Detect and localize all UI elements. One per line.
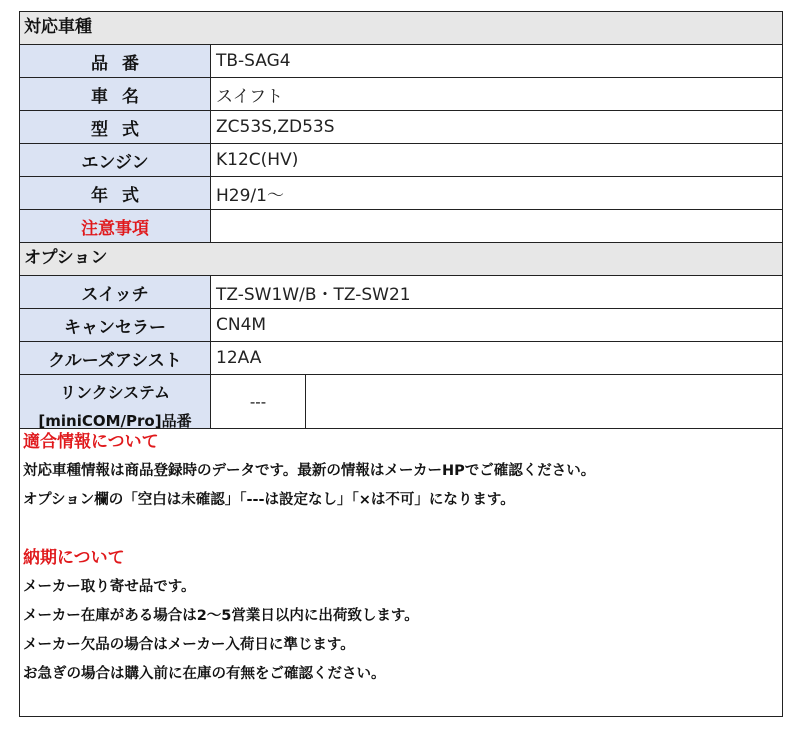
- fit-info-heading: 適合情報について: [23, 432, 159, 452]
- table-row-engine: [20, 144, 782, 177]
- note-line: メーカー在庫がある場合は2〜5営業日以内に出荷致します。: [23, 608, 419, 624]
- section-title: 対応車種: [24, 17, 92, 37]
- row-value: 12AA: [216, 348, 262, 368]
- row-label-line1: リンクシステム: [59, 383, 171, 402]
- row-label: 車名: [20, 78, 211, 110]
- row-label-caution: 注意事項: [20, 210, 211, 242]
- delivery-heading: 納期について: [23, 548, 125, 568]
- section-header-options: [20, 243, 782, 276]
- section-header-vehicle: [20, 12, 782, 45]
- row-label: スイッチ: [20, 276, 211, 308]
- note-line: 対応車種情報は商品登録時のデータです。最新の情報はメーカーHPでご確認ください。: [23, 463, 596, 479]
- row-label: エンジン: [20, 144, 211, 176]
- table-row-notes: [20, 210, 782, 243]
- row-value: H29/1〜: [216, 185, 284, 206]
- row-label: 品番: [20, 45, 211, 77]
- row-label: 型式: [20, 111, 211, 143]
- notes-section: [23, 428, 779, 689]
- note-line: メーカー取り寄せ品です。: [23, 579, 196, 595]
- row-label: キャンセラー: [20, 309, 211, 341]
- row-label-line2: [miniCOM/Pro]品番: [38, 412, 192, 430]
- row-label: [20, 375, 211, 428]
- row-value: TZ-SW1W/B・TZ-SW21: [216, 284, 411, 305]
- row-value: K12C(HV): [216, 150, 299, 170]
- table-row-part-number: [20, 45, 782, 78]
- table-row-link-system: [20, 375, 782, 429]
- table-row-cruise-assist: [20, 342, 782, 375]
- row-value: スイフト: [216, 86, 284, 107]
- table-row-switch: [20, 276, 782, 309]
- row-value: ZC53S,ZD53S: [216, 117, 335, 137]
- note-line: メーカー欠品の場合はメーカー入荷日に準じます。: [23, 637, 355, 653]
- table-row-canceller: [20, 309, 782, 342]
- section-title: オプション: [24, 248, 108, 268]
- table-row-year: [20, 177, 782, 210]
- note-line: オプション欄の「空白は未確認」「---は設定なし」「×は不可」になります。: [23, 492, 515, 508]
- row-label: 年式: [20, 177, 211, 209]
- table-row-model: [20, 111, 782, 144]
- table-row-car-name: [20, 78, 782, 111]
- row-label: クルーズアシスト: [20, 342, 211, 374]
- row-value: ---: [211, 375, 306, 428]
- row-value: CN4M: [216, 315, 267, 335]
- compatibility-table: [19, 11, 783, 717]
- note-line: お急ぎの場合は購入前に在庫の有無をご確認ください。: [23, 666, 386, 682]
- row-value: TB-SAG4: [216, 51, 291, 71]
